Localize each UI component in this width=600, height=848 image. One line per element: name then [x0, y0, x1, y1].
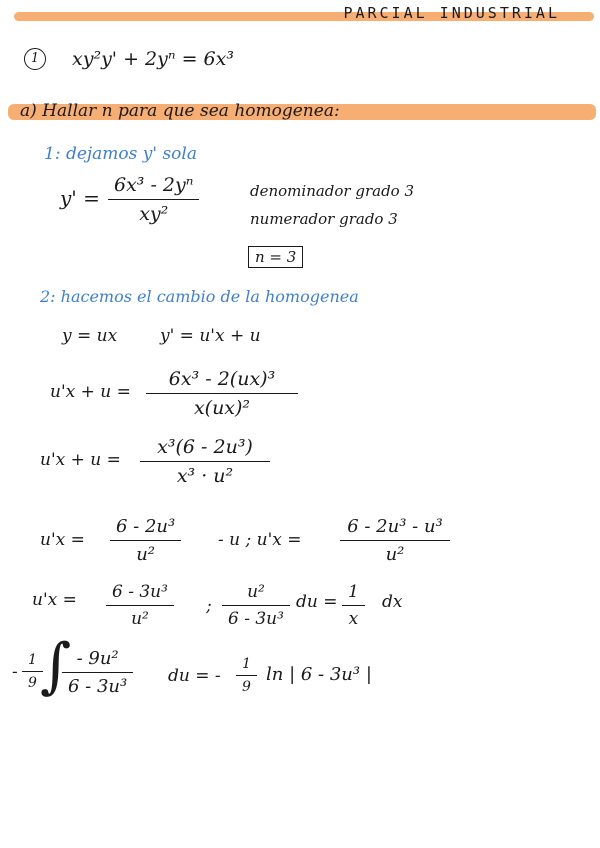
int-fraction: [62, 648, 133, 697]
eq3-fraction: [110, 516, 181, 565]
step1-label: 1: dejamos y' sola: [44, 144, 197, 164]
eq3-denominator-2: u²: [340, 540, 450, 565]
eq4-separator: ;: [206, 596, 212, 616]
eq3-fraction-2: [340, 516, 450, 565]
problem-number: 1: [24, 48, 46, 70]
eq4-dx: dx: [382, 592, 403, 612]
int-coef-sign: -: [12, 662, 18, 682]
eq4-numerator: 6 - 3u³: [112, 582, 168, 602]
eq3-denominator: u²: [110, 540, 181, 565]
eq4-numerator-2: u²: [247, 582, 265, 602]
int-numerator: - 9u²: [76, 648, 119, 669]
int-denominator: 6 - 3u³: [62, 672, 133, 697]
eq2-numerator: x³(6 - 2u³): [157, 436, 253, 458]
eq3-numerator-2: 6 - 2u³ - u³: [347, 516, 443, 537]
eq4-fraction: [106, 582, 174, 629]
sub-yprime: y' = u'x + u: [160, 326, 261, 346]
eq1-numerator: 6x³ - 2(ux)³: [168, 368, 276, 390]
int-result-fraction: [236, 656, 257, 695]
eq3-numerator: 6 - 2u³: [116, 516, 176, 537]
problem-equation: xy²y' + 2yⁿ = 6x³: [72, 48, 234, 70]
eq4-fraction-3: [342, 582, 365, 629]
sub-y: y = ux: [62, 326, 118, 346]
eq3-lhs: u'x =: [40, 530, 85, 550]
eq1-denominator: x(ux)²: [146, 393, 298, 419]
eq4-denominator-2: 6 - 3u³: [222, 605, 290, 629]
eq4-lhs: u'x =: [32, 590, 77, 610]
int-result-denominator: 9: [236, 675, 257, 695]
step1-lhs: y' =: [60, 186, 100, 210]
page-header: PARCIAL INDUSTRIAL: [343, 4, 560, 22]
result-box: n = 3: [248, 246, 303, 268]
step1-numerator: 6x³ - 2yⁿ: [114, 174, 194, 196]
integral-symbol: ∫: [40, 631, 72, 701]
eq4-numerator-3: 1: [348, 582, 359, 602]
step2-label: 2: hacemos el cambio de la homogenea: [40, 287, 359, 306]
note-numerator: numerador grado 3: [250, 210, 398, 228]
int-result-numerator: 1: [242, 656, 251, 672]
step1-fraction: [108, 174, 199, 225]
eq2-denominator: x³ · u²: [140, 461, 270, 487]
eq4-du: du =: [296, 592, 338, 612]
int-du: du = -: [168, 666, 221, 686]
int-coef-numerator: 1: [28, 652, 37, 668]
eq4-denominator: u²: [106, 605, 174, 629]
part-a-label: a) Hallar n para que sea homogenea:: [20, 101, 340, 121]
eq2-lhs: u'x + u =: [40, 450, 121, 470]
eq3-mid: - u ; u'x =: [218, 530, 302, 550]
eq4-fraction-2: [222, 582, 290, 629]
note-denominator: denominador grado 3: [250, 182, 415, 200]
eq4-denominator-3: x: [342, 605, 365, 629]
step1-denominator: xy²: [108, 199, 199, 225]
eq1-fraction: [146, 368, 298, 419]
eq1-lhs: u'x + u =: [50, 382, 131, 402]
int-result: ln | 6 - 3u³ |: [266, 664, 372, 685]
eq2-fraction: [140, 436, 270, 487]
int-coef-denominator: 9: [22, 671, 43, 691]
